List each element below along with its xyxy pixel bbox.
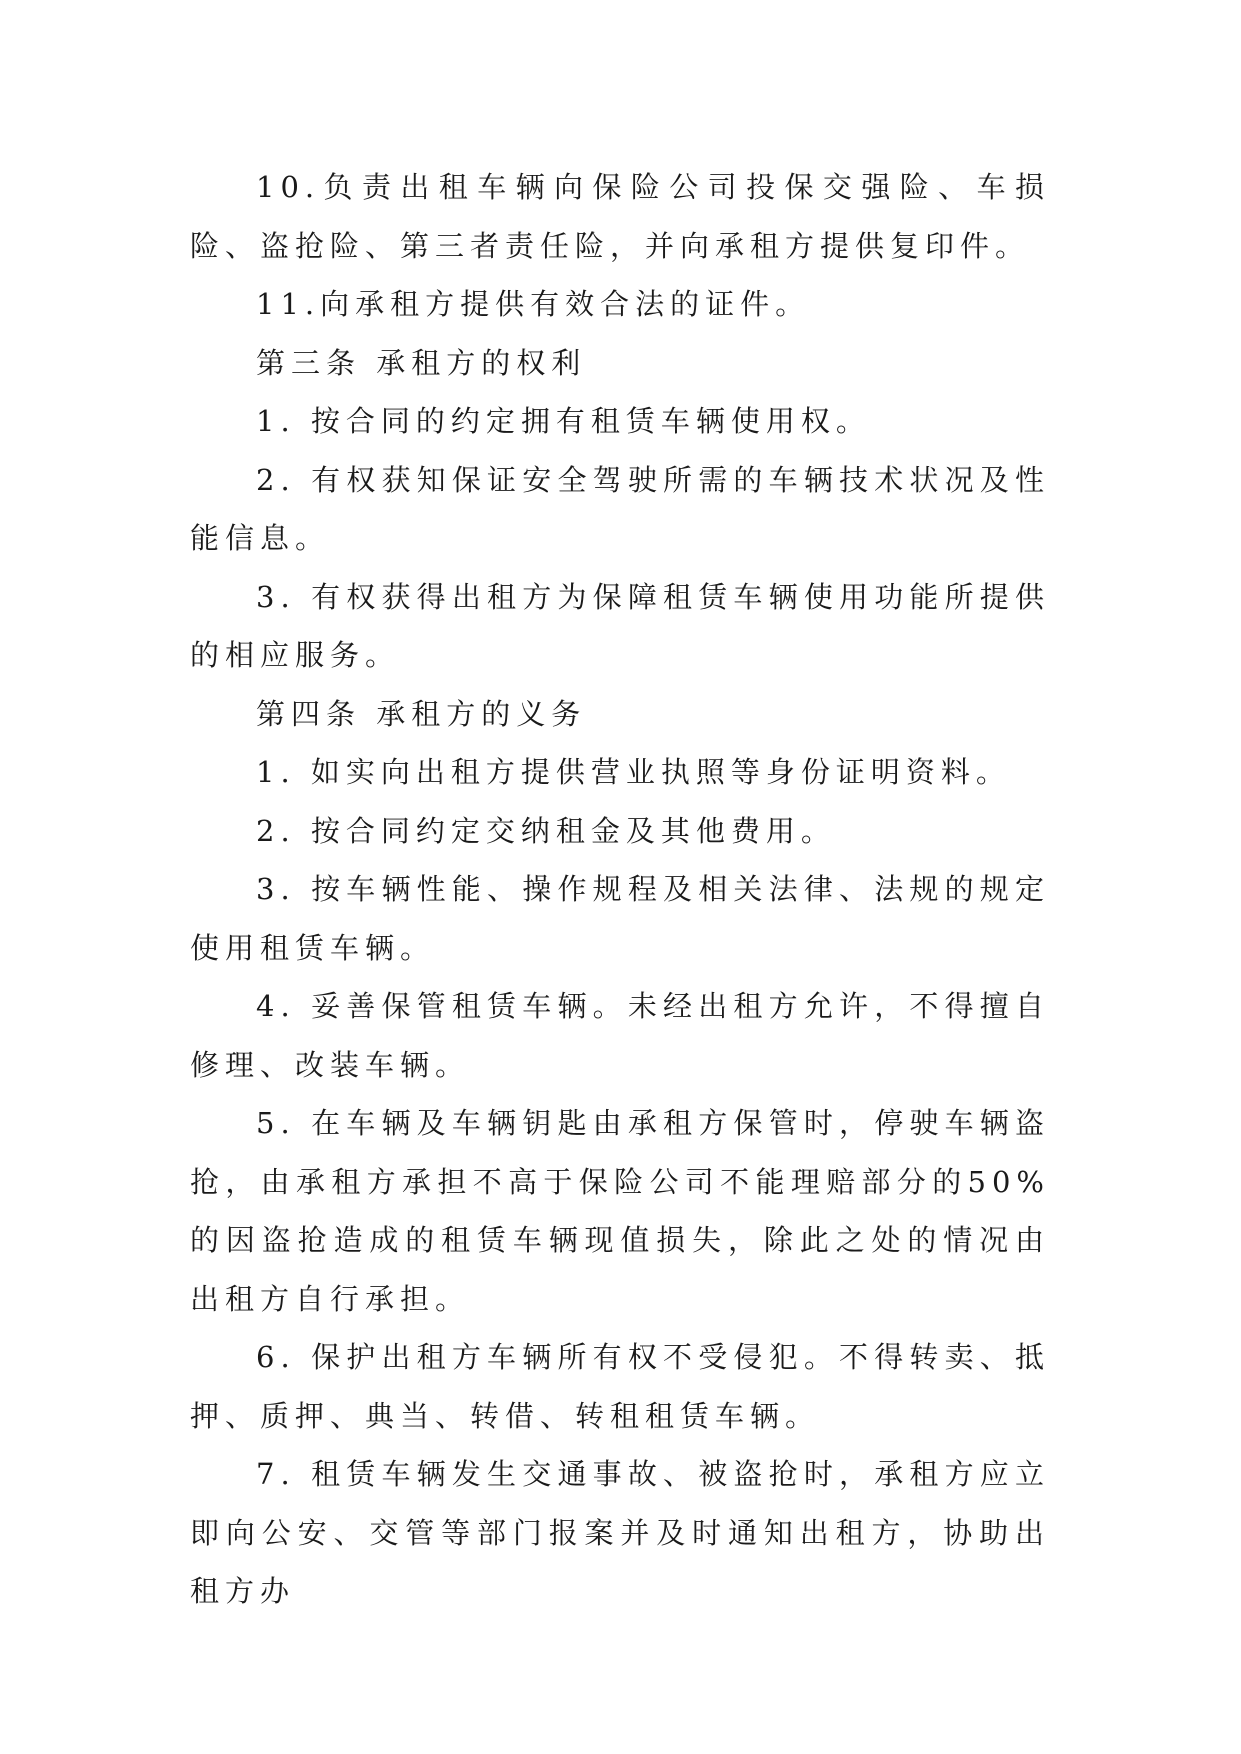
paragraph-right-3: 3. 有权获得出租方为保障租赁车辆使用功能所提供的相应服务。 xyxy=(190,579,1050,672)
heading-article-3: 第三条 承租方的权利 xyxy=(256,345,587,380)
paragraph-duty-1: 1. 如实向出租方提供营业执照等身份证明资料。 xyxy=(256,755,1011,789)
paragraph-insurance-duty: 10.负责出租车辆向保险公司投保交强险、车损险、盗抢险、第三者责任险，并向承租方提供复印件。 xyxy=(190,170,1050,263)
paragraph-right-1: 1. 按合同的约定拥有租赁车辆使用权。 xyxy=(256,404,871,438)
paragraph-duty-3: 3. 按车辆性能、操作规程及相关法律、法规的规定使用租赁车辆。 xyxy=(190,872,1050,965)
paragraph-right-2: 2. 有权获知保证安全驾驶所需的车辆技术状况及性能信息。 xyxy=(190,462,1050,555)
paragraph-duty-2: 2. 按合同约定交纳租金及其他费用。 xyxy=(256,813,836,848)
heading-article-4: 第四条 承租方的义务 xyxy=(256,696,587,731)
document-body xyxy=(190,158,1050,1621)
paragraph-duty-4: 4. 妥善保管租赁车辆。未经出租方允许，不得擅自修理、改装车辆。 xyxy=(190,989,1050,1082)
paragraph-duty-5: 5. 在车辆及车辆钥匙由承租方保管时，停驶车辆盗抢，由承租方承担不高于保险公司不能理赔部分的50%的因盗抢造成的租赁车辆现值损失，除此之处的情况由出租方自行承担。 xyxy=(190,1106,1050,1316)
paragraph-duty-7: 7. 租赁车辆发生交通事故、被盗抢时，承租方应立即向公安、交管等部门报案并及时通知出租方，协助出租方办 xyxy=(190,1457,1050,1608)
paragraph-provide-documents: 11.向承租方提供有效合法的证件。 xyxy=(256,287,811,321)
paragraph-duty-6: 6. 保护出租方车辆所有权不受侵犯。不得转卖、抵押、质押、典当、转借、转租租赁车辆。 xyxy=(190,1340,1050,1433)
